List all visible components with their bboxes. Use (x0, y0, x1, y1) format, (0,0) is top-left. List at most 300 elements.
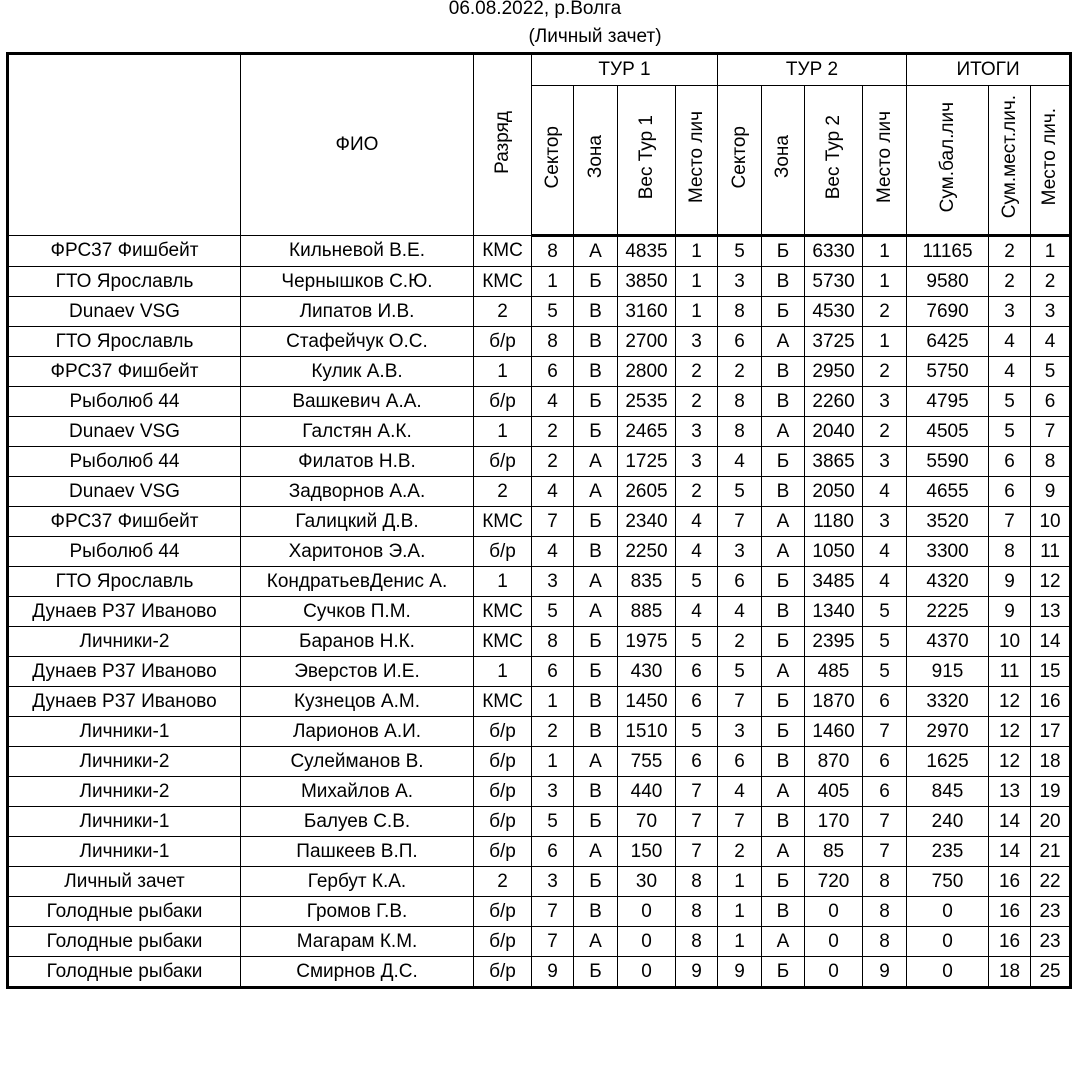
sum-mest-cell: 4 (989, 357, 1031, 387)
tur2-zona-cell: Б (762, 567, 805, 597)
tur1-zona-cell: В (574, 537, 618, 567)
sum-mest-cell: 13 (989, 777, 1031, 807)
razryad-cell: 1 (474, 657, 532, 687)
sum-bal-header (907, 86, 989, 236)
tur1-ves-cell: 0 (618, 957, 676, 988)
tur1-mesto-cell: 6 (676, 747, 718, 777)
sum-bal-cell: 2970 (907, 717, 989, 747)
tur1-mesto-cell: 7 (676, 807, 718, 837)
itogi-header: ИТОГИ (907, 54, 1071, 86)
fio-cell: Сулейманов В. (241, 747, 474, 777)
tur1-sector-cell: 8 (532, 236, 574, 267)
razryad-cell: б/р (474, 747, 532, 777)
tur2-mesto-cell: 1 (863, 236, 907, 267)
tur1-mesto-cell: 3 (676, 447, 718, 477)
tur2-mesto-cell: 4 (863, 537, 907, 567)
tur1-mesto-cell: 9 (676, 957, 718, 988)
tur1-ves-cell: 0 (618, 927, 676, 957)
tur1-sector-cell: 4 (532, 387, 574, 417)
razryad-cell: б/р (474, 537, 532, 567)
tur1-sector-cell: 3 (532, 567, 574, 597)
tur1-zona-cell: В (574, 777, 618, 807)
sum-mest-cell: 16 (989, 867, 1031, 897)
tur1-sector-cell: 1 (532, 267, 574, 297)
team-cell: Личный зачет (8, 867, 241, 897)
tur1-mesto-cell: 8 (676, 897, 718, 927)
tur2-sector-cell: 1 (718, 897, 762, 927)
tur2-sector-cell: 6 (718, 747, 762, 777)
mesto-final-cell: 20 (1031, 807, 1071, 837)
tur2-zona-cell: А (762, 537, 805, 567)
tur2-ves-cell: 2040 (805, 417, 863, 447)
team-cell: Личники-1 (8, 807, 241, 837)
tur1-mesto-cell: 7 (676, 837, 718, 867)
fio-cell: Пашкеев В.П. (241, 837, 474, 867)
tur1-zona-cell: А (574, 567, 618, 597)
table-row (8, 807, 1071, 837)
tur1-sector-cell: 8 (532, 327, 574, 357)
tur1-ves-cell: 835 (618, 567, 676, 597)
tur1-sector-cell: 8 (532, 627, 574, 657)
tur2-ves-cell: 2395 (805, 627, 863, 657)
tur1-sector-cell: 7 (532, 897, 574, 927)
tur1-zona-cell: Б (574, 807, 618, 837)
tur2-sector-cell: 7 (718, 687, 762, 717)
tur2-zona-cell: В (762, 897, 805, 927)
tur2-zona-cell: Б (762, 687, 805, 717)
tur2-zona-cell: В (762, 807, 805, 837)
tur2-mesto-cell: 2 (863, 357, 907, 387)
table-row (8, 567, 1071, 597)
tur2-sector-cell: 5 (718, 477, 762, 507)
sum-mest-cell: 12 (989, 687, 1031, 717)
tur1-zona-cell: Б (574, 507, 618, 537)
mesto-final-cell: 2 (1031, 267, 1071, 297)
tur1-mesto-cell: 8 (676, 927, 718, 957)
sum-bal-cell: 1625 (907, 747, 989, 777)
team-cell: Дунаев Р37 Иваново (8, 657, 241, 687)
tur2-ves-cell: 4530 (805, 297, 863, 327)
table-row (8, 837, 1071, 867)
tur2-ves-cell: 85 (805, 837, 863, 867)
sum-mest-cell: 2 (989, 267, 1031, 297)
sum-bal-cell: 4370 (907, 627, 989, 657)
tur1-sector-header (532, 86, 574, 236)
tur1-zona-cell: В (574, 687, 618, 717)
tur2-zona-cell: А (762, 657, 805, 687)
table-row (8, 867, 1071, 897)
mesto-final-cell: 11 (1031, 537, 1071, 567)
mesto-final-cell: 15 (1031, 657, 1071, 687)
tur2-ves-cell: 485 (805, 657, 863, 687)
razryad-cell: 2 (474, 297, 532, 327)
razryad-cell: КМС (474, 507, 532, 537)
team-cell: Личники-1 (8, 837, 241, 867)
table-row (8, 447, 1071, 477)
team-cell: ГТО Ярославль (8, 267, 241, 297)
mesto-final-label: Место лич. (1039, 108, 1061, 206)
mesto-final-cell: 10 (1031, 507, 1071, 537)
razryad-cell: КМС (474, 597, 532, 627)
fio-cell: Филатов Н.В. (241, 447, 474, 477)
fio-cell: Задворнов А.А. (241, 477, 474, 507)
mesto-final-cell: 16 (1031, 687, 1071, 717)
razryad-cell: 1 (474, 417, 532, 447)
sum-mest-cell: 10 (989, 627, 1031, 657)
sum-bal-cell: 4795 (907, 387, 989, 417)
tur1-sector-cell: 5 (532, 807, 574, 837)
results-table (6, 52, 1072, 989)
table-row (8, 236, 1071, 267)
table-row (8, 357, 1071, 387)
razryad-cell: б/р (474, 327, 532, 357)
sum-bal-cell: 750 (907, 867, 989, 897)
sum-mest-cell: 12 (989, 717, 1031, 747)
sum-bal-cell: 235 (907, 837, 989, 867)
tur1-ves-cell: 3850 (618, 267, 676, 297)
tur2-zona-cell: В (762, 357, 805, 387)
tur1-ves-cell: 2340 (618, 507, 676, 537)
sum-bal-cell: 7690 (907, 297, 989, 327)
tur2-ves-header (805, 86, 863, 236)
sum-mest-cell: 14 (989, 837, 1031, 867)
tur1-zona-cell: А (574, 236, 618, 267)
tur2-sector-cell: 9 (718, 957, 762, 988)
tur2-mesto-cell: 8 (863, 927, 907, 957)
sum-bal-cell: 5590 (907, 447, 989, 477)
tur2-sector-cell: 4 (718, 597, 762, 627)
razryad-cell: КМС (474, 687, 532, 717)
fio-cell: Сучков П.М. (241, 597, 474, 627)
sum-bal-cell: 915 (907, 657, 989, 687)
mesto-final-cell: 13 (1031, 597, 1071, 627)
tur1-sector-cell: 2 (532, 717, 574, 747)
mesto-final-cell: 3 (1031, 297, 1071, 327)
team-cell: ГТО Ярославль (8, 567, 241, 597)
table-row (8, 897, 1071, 927)
competition-subtitle: (Личный зачет) (528, 26, 662, 47)
fio-cell: Громов Г.В. (241, 897, 474, 927)
competition-date-place: 06.08.2022, р.Волга (448, 0, 622, 19)
mesto-final-cell: 17 (1031, 717, 1071, 747)
razryad-cell: б/р (474, 897, 532, 927)
fio-cell: Балуев С.В. (241, 807, 474, 837)
fio-cell: Баранов Н.К. (241, 627, 474, 657)
tur1-mesto-label: Место лич (685, 110, 707, 204)
tur1-sector-cell: 3 (532, 867, 574, 897)
tur1-zona-cell: В (574, 297, 618, 327)
tur1-zona-cell: А (574, 447, 618, 477)
team-cell: Личники-2 (8, 777, 241, 807)
tur2-ves-cell: 405 (805, 777, 863, 807)
tur1-zona-cell: Б (574, 627, 618, 657)
sum-mest-cell: 16 (989, 927, 1031, 957)
tur2-mesto-cell: 6 (863, 777, 907, 807)
tur2-ves-cell: 0 (805, 927, 863, 957)
sum-mest-cell: 6 (989, 447, 1031, 477)
tur2-sector-cell: 5 (718, 657, 762, 687)
sum-mest-cell: 9 (989, 597, 1031, 627)
team-cell: Dunaev VSG (8, 477, 241, 507)
team-cell: ГТО Ярославль (8, 327, 241, 357)
tur2-mesto-cell: 4 (863, 567, 907, 597)
tur1-mesto-cell: 8 (676, 867, 718, 897)
tur2-ves-cell: 1460 (805, 717, 863, 747)
sum-mest-cell: 5 (989, 417, 1031, 447)
razryad-cell: б/р (474, 927, 532, 957)
mesto-final-cell: 18 (1031, 747, 1071, 777)
sum-bal-cell: 9580 (907, 267, 989, 297)
razryad-cell: б/р (474, 777, 532, 807)
tur1-ves-cell: 440 (618, 777, 676, 807)
fio-cell: Харитонов Э.А. (241, 537, 474, 567)
tur2-sector-cell: 8 (718, 297, 762, 327)
tur2-sector-label: Сектор (728, 125, 750, 189)
team-cell: Голодные рыбаки (8, 957, 241, 988)
tur1-sector-cell: 7 (532, 927, 574, 957)
tur2-ves-cell: 0 (805, 897, 863, 927)
tur1-zona-cell: Б (574, 867, 618, 897)
tur1-sector-cell: 3 (532, 777, 574, 807)
team-header (8, 54, 241, 236)
sum-mest-label: Сум.мест.лич. (998, 95, 1020, 219)
fio-cell: Кулик А.В. (241, 357, 474, 387)
sum-bal-cell: 0 (907, 957, 989, 988)
sum-bal-cell: 3300 (907, 537, 989, 567)
mesto-final-cell: 4 (1031, 327, 1071, 357)
tur2-sector-cell: 3 (718, 717, 762, 747)
tur2-mesto-label: Место лич (873, 110, 895, 204)
tur1-zona-cell: А (574, 747, 618, 777)
tur1-header: ТУР 1 (532, 54, 718, 86)
tur1-mesto-header (676, 86, 718, 236)
tur1-zona-cell: А (574, 837, 618, 867)
team-cell: Dunaev VSG (8, 297, 241, 327)
tur2-mesto-cell: 2 (863, 417, 907, 447)
table-row (8, 507, 1071, 537)
tur2-sector-cell: 7 (718, 507, 762, 537)
tur2-ves-cell: 1340 (805, 597, 863, 627)
tur2-header: ТУР 2 (718, 54, 907, 86)
tur2-zona-cell: А (762, 327, 805, 357)
sum-bal-cell: 0 (907, 927, 989, 957)
tur2-ves-cell: 5730 (805, 267, 863, 297)
tur1-mesto-cell: 3 (676, 327, 718, 357)
tur1-sector-cell: 4 (532, 477, 574, 507)
tur1-sector-cell: 5 (532, 597, 574, 627)
tur2-mesto-cell: 8 (863, 867, 907, 897)
tur2-zona-cell: В (762, 597, 805, 627)
tur1-mesto-cell: 1 (676, 297, 718, 327)
fio-cell: КондратьевДенис А. (241, 567, 474, 597)
fio-cell: Гербут К.А. (241, 867, 474, 897)
tur2-zona-cell: Б (762, 297, 805, 327)
team-cell: Личники-2 (8, 627, 241, 657)
tur1-ves-cell: 885 (618, 597, 676, 627)
tur1-sector-cell: 6 (532, 837, 574, 867)
sum-mest-cell: 6 (989, 477, 1031, 507)
tur2-zona-cell: Б (762, 717, 805, 747)
tur1-mesto-cell: 4 (676, 597, 718, 627)
tur2-zona-cell: Б (762, 447, 805, 477)
team-cell: Рыболюб 44 (8, 537, 241, 567)
tur1-ves-cell: 2535 (618, 387, 676, 417)
tur2-mesto-cell: 5 (863, 597, 907, 627)
tur1-zona-cell: А (574, 597, 618, 627)
tur1-zona-cell: Б (574, 417, 618, 447)
sum-mest-cell: 7 (989, 507, 1031, 537)
tur2-zona-cell: В (762, 387, 805, 417)
team-cell: Дунаев Р37 Иваново (8, 597, 241, 627)
tur1-sector-cell: 6 (532, 657, 574, 687)
team-cell: Личники-1 (8, 717, 241, 747)
results-body (8, 236, 1071, 988)
tur2-zona-cell: А (762, 777, 805, 807)
sum-mest-cell: 9 (989, 567, 1031, 597)
razryad-cell: КМС (474, 267, 532, 297)
sum-mest-cell: 8 (989, 537, 1031, 567)
mesto-final-cell: 22 (1031, 867, 1071, 897)
tur1-ves-cell: 2605 (618, 477, 676, 507)
tur2-zona-label: Зона (772, 135, 794, 179)
tur2-mesto-cell: 4 (863, 477, 907, 507)
tur1-sector-cell: 7 (532, 507, 574, 537)
tur1-zona-cell: Б (574, 657, 618, 687)
tur2-mesto-cell: 9 (863, 957, 907, 988)
table-row (8, 927, 1071, 957)
tur2-zona-cell: Б (762, 867, 805, 897)
tur2-ves-cell: 870 (805, 747, 863, 777)
mesto-final-cell: 25 (1031, 957, 1071, 988)
tur2-zona-cell: В (762, 267, 805, 297)
tur2-ves-cell: 3865 (805, 447, 863, 477)
tur2-sector-cell: 5 (718, 236, 762, 267)
tur1-ves-cell: 0 (618, 897, 676, 927)
tur2-zona-cell: Б (762, 627, 805, 657)
tur2-sector-cell: 2 (718, 627, 762, 657)
tur1-mesto-cell: 6 (676, 657, 718, 687)
mesto-final-cell: 1 (1031, 236, 1071, 267)
tur1-sector-cell: 1 (532, 687, 574, 717)
fio-cell: Чернышков С.Ю. (241, 267, 474, 297)
team-cell: ФРС37 Фишбейт (8, 357, 241, 387)
tur1-ves-cell: 1450 (618, 687, 676, 717)
fio-cell: Кильневой В.Е. (241, 236, 474, 267)
tur1-zona-cell: Б (574, 957, 618, 988)
tur1-sector-cell: 6 (532, 357, 574, 387)
tur1-ves-header (618, 86, 676, 236)
fio-cell: Кузнецов А.М. (241, 687, 474, 717)
mesto-final-cell: 23 (1031, 927, 1071, 957)
tur2-zona-cell: А (762, 837, 805, 867)
team-cell: Дунаев Р37 Иваново (8, 687, 241, 717)
table-row (8, 477, 1071, 507)
table-row (8, 777, 1071, 807)
sum-bal-cell: 240 (907, 807, 989, 837)
team-cell: Dunaev VSG (8, 417, 241, 447)
razryad-cell: б/р (474, 447, 532, 477)
tur2-mesto-cell: 3 (863, 447, 907, 477)
tur2-zona-cell: А (762, 927, 805, 957)
sum-bal-cell: 3520 (907, 507, 989, 537)
tur2-mesto-cell: 7 (863, 807, 907, 837)
tur2-mesto-cell: 1 (863, 327, 907, 357)
tur2-mesto-cell: 2 (863, 297, 907, 327)
tur1-sector-cell: 4 (532, 537, 574, 567)
tur2-sector-cell: 1 (718, 867, 762, 897)
tur1-mesto-cell: 1 (676, 236, 718, 267)
mesto-final-cell: 6 (1031, 387, 1071, 417)
razryad-cell: КМС (474, 236, 532, 267)
tur1-mesto-cell: 5 (676, 567, 718, 597)
tur1-ves-cell: 30 (618, 867, 676, 897)
razryad-cell: 1 (474, 567, 532, 597)
tur1-mesto-cell: 4 (676, 507, 718, 537)
sum-bal-label: Сум.бал.лич (936, 101, 958, 213)
tur1-zona-cell: В (574, 327, 618, 357)
tur2-ves-cell: 0 (805, 957, 863, 988)
razryad-header (474, 54, 532, 236)
tur1-mesto-cell: 7 (676, 777, 718, 807)
tur1-zona-label: Зона (584, 135, 606, 179)
tur2-sector-cell: 2 (718, 357, 762, 387)
tur1-zona-cell: Б (574, 267, 618, 297)
tur2-sector-cell: 2 (718, 837, 762, 867)
tur1-sector-cell: 1 (532, 747, 574, 777)
razryad-cell: 2 (474, 477, 532, 507)
tur1-sector-label: Сектор (541, 125, 563, 189)
tur1-mesto-cell: 1 (676, 267, 718, 297)
team-cell: Голодные рыбаки (8, 927, 241, 957)
tur2-mesto-cell: 3 (863, 387, 907, 417)
tur2-sector-cell: 6 (718, 567, 762, 597)
tur1-mesto-cell: 2 (676, 477, 718, 507)
tur1-ves-cell: 70 (618, 807, 676, 837)
mesto-final-cell: 21 (1031, 837, 1071, 867)
team-cell: Рыболюб 44 (8, 447, 241, 477)
team-cell: ФРС37 Фишбейт (8, 507, 241, 537)
tur2-ves-cell: 1050 (805, 537, 863, 567)
tur1-ves-cell: 2700 (618, 327, 676, 357)
mesto-final-cell: 9 (1031, 477, 1071, 507)
tur1-ves-cell: 2800 (618, 357, 676, 387)
fio-cell: Эверстов И.Е. (241, 657, 474, 687)
table-row (8, 687, 1071, 717)
table-row (8, 597, 1071, 627)
tur1-sector-cell: 2 (532, 417, 574, 447)
tur1-zona-cell: В (574, 897, 618, 927)
sum-mest-cell: 11 (989, 657, 1031, 687)
tur2-sector-cell: 1 (718, 927, 762, 957)
table-row (8, 387, 1071, 417)
tur2-sector-cell: 6 (718, 327, 762, 357)
tur1-ves-cell: 1725 (618, 447, 676, 477)
razryad-cell: б/р (474, 957, 532, 988)
tur1-mesto-cell: 5 (676, 717, 718, 747)
sum-bal-cell: 3320 (907, 687, 989, 717)
tur2-ves-cell: 1180 (805, 507, 863, 537)
sum-mest-cell: 12 (989, 747, 1031, 777)
table-row (8, 537, 1071, 567)
fio-cell: Галстян А.К. (241, 417, 474, 447)
sum-mest-cell: 18 (989, 957, 1031, 988)
tur1-sector-cell: 2 (532, 447, 574, 477)
tur2-zona-cell: Б (762, 957, 805, 988)
tur2-ves-cell: 2050 (805, 477, 863, 507)
mesto-final-cell: 5 (1031, 357, 1071, 387)
table-row (8, 957, 1071, 988)
razryad-cell: б/р (474, 387, 532, 417)
